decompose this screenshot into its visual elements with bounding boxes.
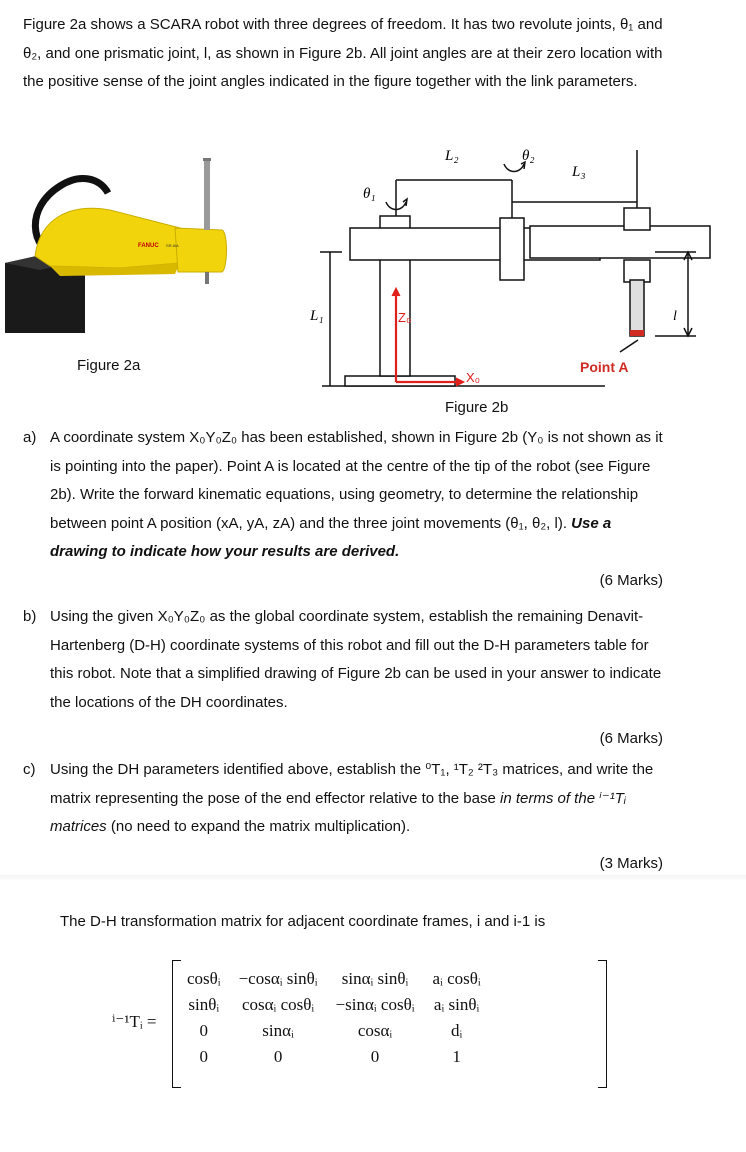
robot-arm-1 [35,208,186,268]
matrix-cell: 0 [273,1047,283,1066]
link-2 [530,226,710,258]
section-divider [0,875,746,881]
question-c [23,756,663,878]
z0-label: Z₀ [398,310,412,325]
matrix-cell: cosθᵢ [187,969,221,988]
matrix-cell: cosαᵢ [357,1021,393,1040]
scara-schematic [290,140,730,395]
matrix-cell: 0 [199,1047,209,1066]
dh-heading: The D-H transformation matrix for adjacent coordinate frames, i and i-1 is [60,913,546,930]
question-b-marks: (6 Marks) [599,730,663,748]
matrix-cell: 0 [199,1021,209,1040]
matrix-row [178,1044,490,1070]
matrix-cell: aᵢ sinθᵢ [433,995,480,1014]
matrix-cell: cosαᵢ cosθᵢ [241,995,315,1014]
l-label: l [673,309,677,324]
theta2-arrow [504,164,524,172]
l1-label: L₁ [310,308,324,324]
question-c-emphasis: in terms of the ⁱ⁻¹Tᵢ matrices [50,789,626,836]
matrix-cell: −cosαᵢ sinθᵢ [238,969,318,988]
l3-label: L₃ [572,164,586,180]
right-bracket [598,960,607,1088]
matrix-cell: 1 [452,1047,461,1066]
robot-brand: FANUC [138,243,159,249]
matrix-cell: 0 [370,1047,380,1066]
matrix-cell: sinαᵢ sinθᵢ [341,969,409,988]
figure-2a-caption: Figure 2a [77,357,141,374]
theta1-label: θ₁ [363,186,376,202]
robot-model: SR-6iA [166,243,179,248]
scara-robot-photo [0,148,250,338]
question-a [23,424,663,596]
matrix-row [178,992,490,1018]
dh-matrix-lhs: ⁱ⁻¹Tᵢ = [112,1012,157,1031]
point-a-label: Point A [580,359,629,375]
matrix-row [178,1018,490,1044]
x0-label: X₀ [466,370,481,385]
matrix-cell: dᵢ [450,1021,463,1040]
l2-label: L₂ [445,148,459,164]
question-b [23,603,663,754]
matrix-cell: sinθᵢ [188,995,220,1014]
matrix-cell: sinαᵢ [262,1021,294,1040]
matrix-row [178,966,490,992]
question-c-marks: (3 Marks) [599,854,663,872]
matrix-cell: aᵢ cosθᵢ [432,969,481,988]
question-b-label: b) [23,608,37,625]
question-c-tail: (no need to expand the matrix multiplication). [110,818,411,836]
question-a-marks: (6 Marks) [599,571,663,589]
matrix-cell: −sinαᵢ cosθᵢ [335,995,415,1014]
question-a-text: A coordinate system X₀Y₀Z₀ has been established, shown in Figure 2b (Y₀ is not shown as it is pointing into the paper). Point A is located at the centre of the tip of the robot (see Figure 2b). Write the forward kinematic equations, using geometry, to determine the relationship between point A position (xA, yA, zA) and the three joint movements (θ₁, θ₂, l). [50,429,663,532]
robot-spline-shaft [204,158,210,230]
question-c-text: Using the DH parameters identified above, establish the ⁰T₁, ¹T₂ ²T₃ matrices, and write the matrix representing the pose of the end effector relative to the base [50,761,654,807]
question-b-text: Using the given X₀Y₀Z₀ as the global coordinate system, establish the remaining Denavit-Hartenberg (D-H) coordinate systems of this robot and fill out the D-H parameters table for this robot. Note that a simplified drawing of Figure 2b can be used in your answer to indicate the locations of the DH coordinates. [50,608,662,711]
question-c-label: c) [23,761,36,778]
theta2-label: θ₂ [522,148,535,164]
intro-paragraph: Figure 2a shows a SCARA robot with three degrees of freedom. It has two revolute joints, θ₁ and θ₂, and one prismatic joint, l, as shown in Figure 2b. All joint angles are at their zero location with the positive sense of the joint angles indicated in the figure together with the link parameters. [23,16,663,91]
point-a-marker [630,330,644,336]
question-a-emphasis: Use a drawing to indicate how your results are derived. [50,514,612,561]
figure-2b-caption: Figure 2b [445,399,509,416]
joint-2-housing [500,218,524,280]
question-a-label: a) [23,429,37,446]
prismatic-tip [630,280,644,336]
